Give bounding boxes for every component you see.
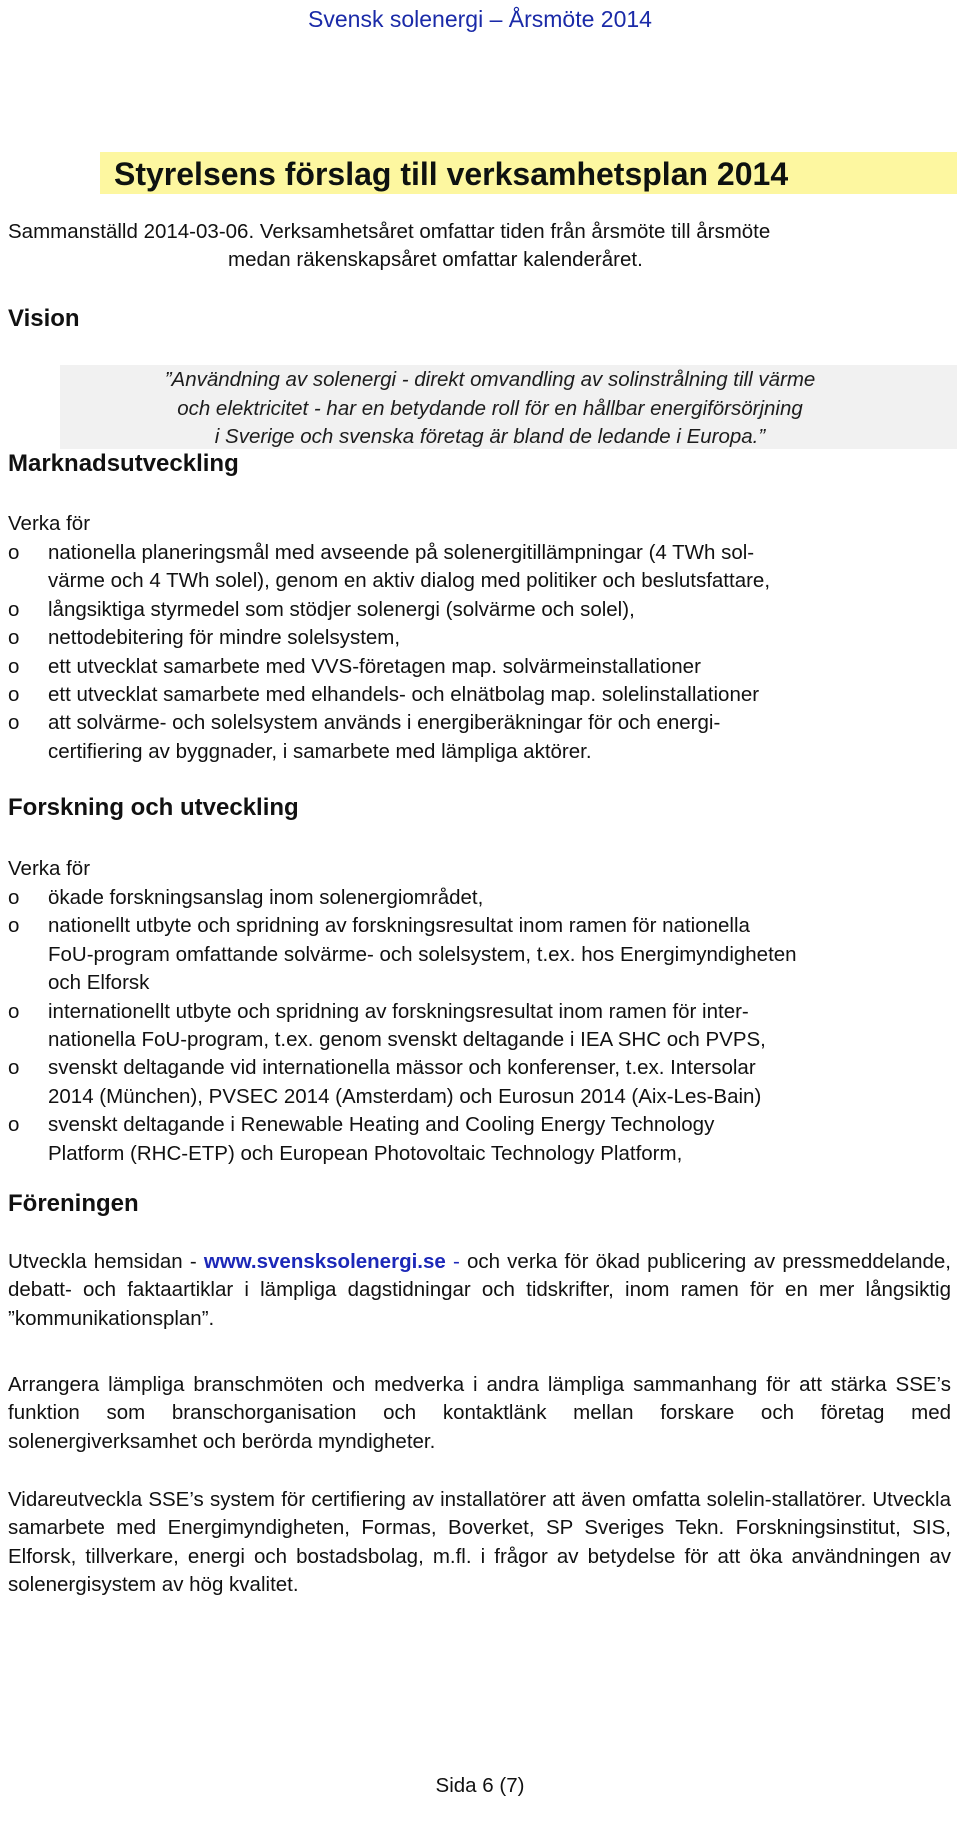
running-header: Svensk solenergi – Årsmöte 2014: [308, 6, 652, 32]
association-paragraph-2: Arrangera lämpliga branschmöten och medverka i andra lämpliga sammanhang för att stärka SSE’s funktion som branschorganisation och kontaktlänk mellan forskare och företag med solenergiverksamhet och berörda myndigheter.: [8, 1373, 951, 1453]
link-dash: -: [452, 1250, 460, 1273]
bullet-marker: o: [8, 1113, 20, 1137]
list-item-line: ett utvecklat samarbete med VVS-företagen map. solvärmeinstallationer: [48, 654, 701, 678]
market-heading: Marknadsutveckling: [8, 450, 239, 477]
list-item: [8, 1111, 948, 1168]
website-link[interactable]: www.svensksolenergi.se: [203, 1250, 446, 1273]
bullet-marker: o: [8, 626, 20, 650]
list-item: [8, 539, 948, 596]
association-paragraph-3: Vidareutveckla SSE’s system för certifiering av installatörer att även omfatta solelin-stallatörer. Utveckla samarbete med Energimyndigheten, Formas, Boverket, SP Sveriges Tekn. Forskningsinstitut, SIS, Elforsk, tillverkare, energi och bostadsbolag, m.fl. i frågor av betydelse för att öka användningen av solenergisystem av hög kvalitet.: [8, 1488, 951, 1597]
title-highlight: [100, 152, 957, 194]
document-title: Styrelsens förslag till verksamhetsplan 2014: [114, 156, 789, 192]
bullet-marker: o: [8, 654, 20, 678]
list-item-line: nationella FoU-program, t.ex. genom svenskt deltagande i IEA SHC och PVPS,: [48, 1028, 766, 1052]
bullet-marker: o: [8, 683, 20, 707]
vision-heading: Vision: [8, 305, 80, 332]
list-item-line: 2014 (München), PVSEC 2014 (Amsterdam) och Eurosun 2014 (Aix-Les-Bain): [48, 1084, 762, 1108]
bullet-marker: o: [8, 886, 20, 909]
compiled-line-1: Sammanställd 2014-03-06. Verksamhetsåret omfattar tiden från årsmöte till årsmöte: [8, 220, 771, 243]
list-item: [8, 884, 948, 912]
market-intro: Verka för: [8, 512, 91, 535]
list-item-line: nettodebitering för mindre solelsystem,: [48, 626, 401, 650]
list-item-line: ökade forskningsanslag inom solenergiområdet,: [48, 886, 484, 909]
vision-line-1: ”Användning av solenergi - direkt omvandling av solinstrålning till värme: [164, 368, 816, 391]
bullet-marker: o: [8, 597, 20, 621]
vision-quote: [40, 366, 940, 452]
list-item-line: certifiering av byggnader, i samarbete med lämpliga aktörer.: [48, 739, 592, 763]
vision-line-3: i Sverige och svenska företag är bland de ledande i Europa.”: [214, 425, 766, 448]
list-item-line: och Elforsk: [48, 971, 150, 995]
list-item-line: långsiktiga styrmedel som stödjer solenergi (solvärme och solel),: [48, 597, 635, 621]
bullet-marker: o: [8, 914, 20, 938]
list-item: [8, 624, 948, 652]
research-intro: Verka för: [8, 857, 91, 880]
vision-line-2: och elektricitet - har en betydande roll för en hållbar energiförsörjning: [177, 396, 803, 420]
list-item-line: Platform (RHC-ETP) och European Photovoltaic Technology Platform,: [48, 1141, 683, 1165]
list-item-line: nationellt utbyte och spridning av forskningsresultat inom ramen för nationella: [48, 914, 750, 938]
market-list: [8, 539, 948, 766]
list-item-line: ett utvecklat samarbete med elhandels- och elnätbolag map. solelinstallationer: [48, 683, 760, 707]
compiled-note: [8, 218, 948, 274]
list-item-line: svenskt deltagande i Renewable Heating and Cooling Energy Technology: [48, 1113, 715, 1137]
list-item-line: FoU-program omfattande solvärme- och solelsystem, t.ex. hos Energimyndigheten: [48, 942, 797, 966]
compiled-line-2: medan räkenskapsåret omfattar kalenderåret.: [228, 248, 643, 271]
paragraph-1-rest: och verka för ökad publicering av pressmeddelande, debatt- och faktaartiklar i lämpliga dagstidningar och tidskrifter, inom ramen för en mer långsiktig ”kommunikationsplan”.: [8, 1250, 951, 1330]
list-item-line: svenskt deltagande vid internationella mässor och konferenser, t.ex. Intersolar: [48, 1056, 756, 1080]
list-item-line: nationella planeringsmål med avseende på solenergitillämpningar (4 TWh sol-: [48, 541, 755, 564]
list-item-line: internationellt utbyte och spridning av forskningsresultat inom ramen för inter-: [48, 999, 749, 1023]
bullet-marker: o: [8, 711, 20, 735]
bullet-marker: o: [8, 999, 20, 1023]
list-item: [8, 709, 948, 766]
page-number: Sida 6 (7): [435, 1774, 525, 1797]
research-heading: Forskning och utveckling: [8, 794, 299, 821]
bullet-marker: o: [8, 1056, 20, 1080]
list-item: [8, 1054, 948, 1111]
association-paragraph-1: [8, 1248, 951, 1333]
list-item-line: att solvärme- och solelsystem används i energiberäkningar för och energi-: [48, 711, 721, 735]
list-item-line: värme och 4 TWh solel), genom en aktiv dialog med politiker och beslutsfattare,: [48, 569, 771, 593]
list-item: [8, 681, 948, 709]
list-item: [8, 653, 948, 681]
association-heading: Föreningen: [8, 1190, 139, 1217]
research-list: [8, 884, 948, 1168]
bullet-marker: o: [8, 541, 20, 564]
list-item: [8, 998, 948, 1055]
paragraph-1-intro: Utveckla hemsidan -: [8, 1250, 197, 1273]
list-item: [8, 596, 948, 624]
list-item: [8, 912, 948, 997]
